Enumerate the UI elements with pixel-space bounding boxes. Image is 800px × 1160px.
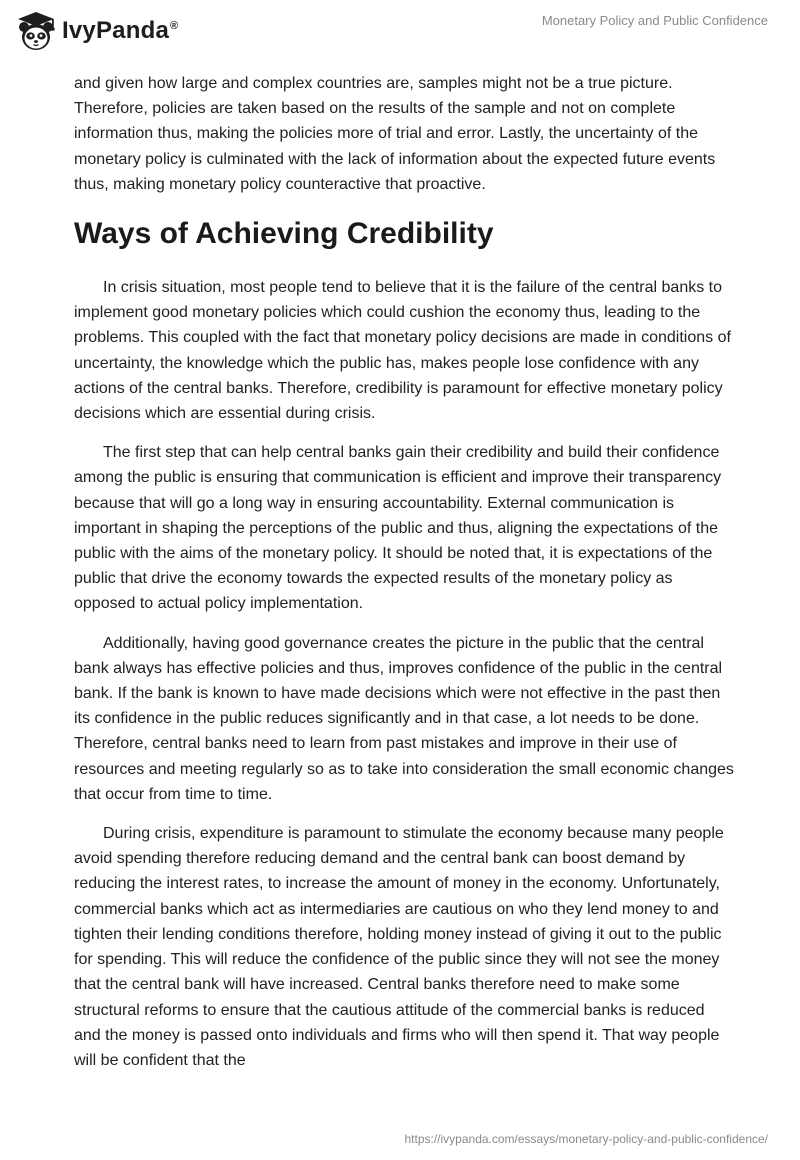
panda-mascot-icon xyxy=(14,10,58,52)
body-paragraph: The first step that can help central banks gain their credibility and build their confidence among the public is ensuring that communication is efficient and improve their transparency because that will go a long way in ensuring accountability. External communication is important in shaping the perceptions of the public and thus, aligning the expectations of the public with the aims of the monetary policy. It should be noted that, it is expectations of the public that drive the economy towards the expected results of the monetary policy as opposed to actual policy implementation. xyxy=(74,444,722,613)
brand-name: IvyPanda® xyxy=(62,17,179,44)
document-title: Monetary Policy and Public Confidence xyxy=(541,13,768,28)
source-url[interactable]: https://ivypanda.com/essays/monetary-policy-and-public-confidence/ xyxy=(404,1132,768,1146)
essay-body xyxy=(74,71,734,1087)
body-paragraph: During crisis, expenditure is paramount to stimulate the economy because many people avoid spending therefore reducing demand and the central bank can boost demand by reducing the interest rates, to increase the amount of money in the economy. Unfortunately, commercial banks which act as intermediaries are cautious on who they lend money to and tighten their lending conditions therefore, holding money instead of giving it out to the public for spending. This will reduce the confidence of the public since they will not see the money that the central bank will have increased. Central banks therefore need to make some structural reforms to ensure that the cautious attitude of the commercial banks is reduced and the money is passed onto individuals and firms who will then spend it. That way people will be confident that the xyxy=(74,825,724,1069)
registered-mark: ® xyxy=(170,20,179,32)
body-paragraph: Additionally, having good governance creates the picture in the public that the central bank always has effective policies and thus, improves confidence of the public in the central bank. If the bank is known to have made decisions which were not effective in the past then its confidence in the public reduces significantly and in that case, a lot needs to be done. Therefore, central banks need to learn from past mistakes and improve in their use of resources and meeting regularly so as to take into consideration the small economic changes that occur from time to time. xyxy=(74,634,734,803)
intro-paragraph: and given how large and complex countries are, samples might not be a true picture. Therefore, policies are taken based on the results of the sample and not on complete information thus, making the policies more of trial and error. Lastly, the uncertainty of the monetary policy is culminated with the lack of information about the expected future events thus, making monetary policy counteractive that proactive. xyxy=(74,75,716,193)
ivypanda-logo[interactable] xyxy=(14,10,178,52)
page-header xyxy=(0,0,800,66)
body-paragraph: In crisis situation, most people tend to believe that it is the failure of the central banks to implement good monetary policies which could cushion the economy thus, leading to the problems. This coupled with the fact that monetary policy decisions are made in conditions of uncertainty, the knowledge which the public has, makes people lose confidence with any actions of the central banks. Therefore, credibility is paramount for effective monetary policy decisions which are essential during crisis. xyxy=(74,279,731,423)
section-heading: Ways of Achieving Credibility xyxy=(74,217,494,251)
